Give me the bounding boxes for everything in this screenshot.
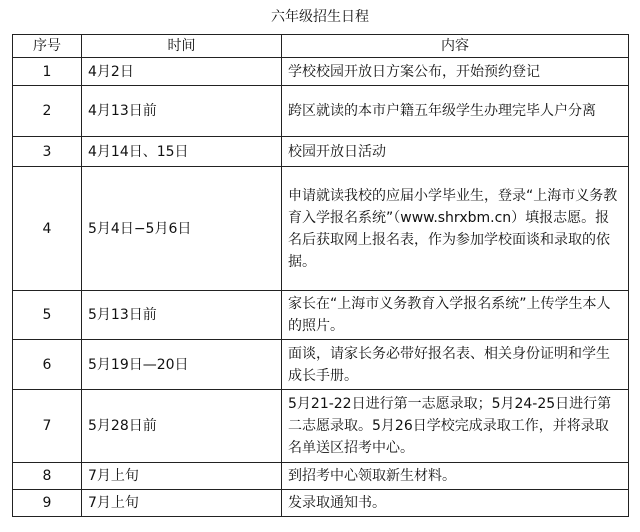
row-content: 到招考中心领取新生材料。 — [282, 463, 629, 490]
enrollment-schedule-table — [12, 34, 629, 517]
row-content: 学校校园开放日方案公布，开始预约登记 — [282, 58, 629, 86]
row-time: 5月4日−5月6日 — [82, 167, 282, 291]
row-content: 申请就读我校的应届小学毕业生，登录“上海市义务教育入学报名系统”（www.shrxbm.cn）填报志愿。报名后获取网上报名表，作为参加学校面谈和录取的依据。 — [282, 167, 629, 291]
row-time: 7月上旬 — [82, 490, 282, 517]
row-time: 4月13日前 — [82, 86, 282, 137]
row-content: 家长在“上海市义务教育入学报名系统”上传学生本人的照片。 — [282, 291, 629, 340]
row-time: 7月上旬 — [82, 463, 282, 490]
table-row — [13, 137, 629, 167]
row-content: 面谈，请家长务必带好报名表、相关身份证明和学生成长手册。 — [282, 340, 629, 390]
table-row — [13, 340, 629, 390]
row-number: 2 — [13, 86, 82, 137]
table-row — [13, 463, 629, 490]
table-row — [13, 390, 629, 463]
table-row — [13, 86, 629, 137]
row-number: 9 — [13, 490, 82, 517]
row-time: 4月2日 — [82, 58, 282, 86]
header-time: 时间 — [82, 35, 282, 58]
row-content: 5月21-22日进行第一志愿录取；5月24-25日进行第二志愿录取。5月26日学校完成录取工作，并将录取名单送区招考中心。 — [282, 390, 629, 463]
row-time: 5月13日前 — [82, 291, 282, 340]
row-number: 6 — [13, 340, 82, 390]
row-number: 8 — [13, 463, 82, 490]
header-content: 内容 — [282, 35, 629, 58]
row-number: 7 — [13, 390, 82, 463]
row-time: 5月28日前 — [82, 390, 282, 463]
table-row — [13, 490, 629, 517]
table-row — [13, 291, 629, 340]
row-number: 4 — [13, 167, 82, 291]
header-row — [13, 35, 629, 58]
table-row — [13, 167, 629, 291]
row-time: 4月14日、15日 — [82, 137, 282, 167]
table-row — [13, 58, 629, 86]
row-number: 1 — [13, 58, 82, 86]
row-content: 发录取通知书。 — [282, 490, 629, 517]
table-title: 六年级招生日程 — [271, 9, 369, 25]
header-no: 序号 — [13, 35, 82, 58]
row-number: 3 — [13, 137, 82, 167]
row-number: 5 — [13, 291, 82, 340]
row-content: 校园开放日活动 — [282, 137, 629, 167]
row-content: 跨区就读的本市户籍五年级学生办理完毕人户分离 — [282, 86, 629, 137]
row-time: 5月19日—20日 — [82, 340, 282, 390]
